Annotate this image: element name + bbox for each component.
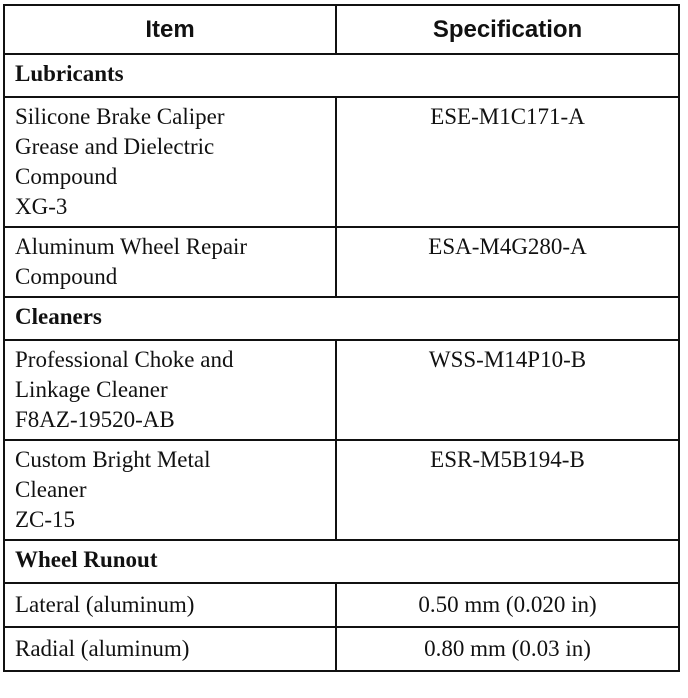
header-item: Item — [4, 5, 336, 54]
specification-table — [3, 4, 680, 672]
table-row — [4, 340, 679, 440]
item-line: XG-3 — [15, 194, 68, 219]
item-cell — [4, 583, 336, 627]
specification-cell: ESA-M4G280-A — [336, 227, 679, 297]
section-title: Lubricants — [4, 54, 679, 97]
item-line: Radial (aluminum) — [15, 636, 190, 661]
item-line: Silicone Brake Caliper — [15, 104, 225, 129]
section-title: Cleaners — [4, 297, 679, 340]
item-line: Professional Choke and — [15, 347, 234, 372]
section-row-lubricants — [4, 54, 679, 97]
specification-cell: ESR-M5B194-B — [336, 440, 679, 540]
table-row — [4, 583, 679, 627]
item-cell — [4, 340, 336, 440]
table-row — [4, 627, 679, 671]
item-line: Aluminum Wheel Repair — [15, 234, 248, 259]
item-line: Custom Bright Metal — [15, 447, 211, 472]
section-title: Wheel Runout — [4, 540, 679, 583]
item-line: F8AZ-19520-AB — [15, 407, 175, 432]
specification-cell: ESE-M1C171-A — [336, 97, 679, 227]
section-row-wheel-runout — [4, 540, 679, 583]
specification-cell: 0.80 mm (0.03 in) — [336, 627, 679, 671]
table-row — [4, 227, 679, 297]
section-row-cleaners — [4, 297, 679, 340]
item-line: Compound — [15, 164, 118, 189]
item-line: Linkage Cleaner — [15, 377, 168, 402]
item-cell — [4, 227, 336, 297]
item-cell — [4, 97, 336, 227]
item-line: Grease and Dielectric — [15, 134, 215, 159]
item-line: Lateral (aluminum) — [15, 592, 195, 617]
specification-cell: 0.50 mm (0.020 in) — [336, 583, 679, 627]
table-row — [4, 440, 679, 540]
header-specification: Specification — [336, 5, 679, 54]
item-cell — [4, 627, 336, 671]
specification-cell: WSS-M14P10-B — [336, 340, 679, 440]
table-row — [4, 97, 679, 227]
item-line: ZC-15 — [15, 507, 76, 532]
item-line: Compound — [15, 264, 118, 289]
item-line: Cleaner — [15, 477, 87, 502]
item-cell — [4, 440, 336, 540]
header-row — [4, 5, 679, 54]
